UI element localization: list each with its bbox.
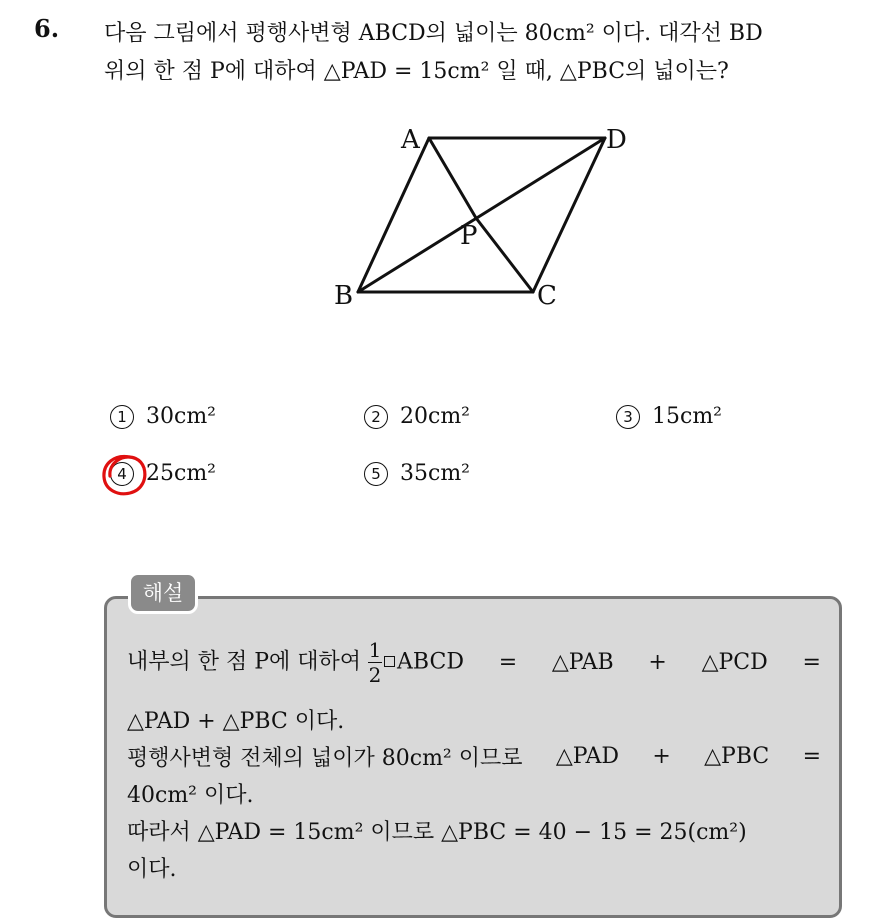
explanation-line-1 xyxy=(127,632,821,692)
plus-sign: + xyxy=(652,744,671,769)
choice-1[interactable] xyxy=(110,404,216,429)
explanation-tag: 해설 xyxy=(128,572,198,614)
term-abcd: ABCD xyxy=(397,649,464,674)
equals-sign: = xyxy=(802,744,821,769)
term-pad: △PAD xyxy=(555,744,620,769)
term-pbc: △PBC xyxy=(704,744,770,769)
choice-3[interactable] xyxy=(616,404,722,429)
term-pcd: △PCD xyxy=(701,649,768,675)
question-text-line-2: 위의 한 점 P에 대하여 △PAD = 15cm² 일 때, △PBC의 넓이는? xyxy=(104,59,729,84)
choice-3-text: 15cm² xyxy=(652,404,722,429)
explanation-line-6: 이다. xyxy=(127,857,177,882)
explanation-line-1-lead xyxy=(127,638,464,687)
equals-sign: = xyxy=(498,649,518,675)
fraction-numerator: 1 xyxy=(368,637,382,662)
question-text-line-1: 다음 그림에서 평행사변형 ABCD의 넓이는 80cm² 이다. 대각선 BD xyxy=(104,21,763,46)
choice-2[interactable] xyxy=(364,404,470,429)
explanation-line-3 xyxy=(127,741,821,772)
segment-ap xyxy=(429,138,476,218)
choice-1-number: 1 xyxy=(110,405,134,429)
question-number: 6. xyxy=(34,14,60,43)
fraction-one-half xyxy=(368,638,382,687)
choice-3-number: 3 xyxy=(616,405,640,429)
point-label-p: P xyxy=(460,221,478,251)
choice-1-text: 30cm² xyxy=(146,404,216,429)
point-label-b: B xyxy=(334,281,354,311)
plus-sign: + xyxy=(648,649,667,675)
choice-4[interactable] xyxy=(110,461,216,486)
choice-4-text: 25cm² xyxy=(146,461,216,486)
choice-2-text: 20cm² xyxy=(400,404,470,429)
parallelogram-figure xyxy=(330,120,640,315)
point-label-d: D xyxy=(606,125,627,155)
equals-sign: = xyxy=(802,649,821,675)
explanation-line-2: △PAD + △PBC 이다. xyxy=(127,709,345,734)
choice-5[interactable] xyxy=(364,461,470,486)
fraction-denominator: 2 xyxy=(368,662,382,687)
explanation-line-5: 따라서 △PAD = 15cm² 이므로 △PBC = 40 − 15 = 25(cm²) xyxy=(127,820,747,845)
explanation-line-4: 40cm² 이다. xyxy=(127,783,254,808)
choice-5-number: 5 xyxy=(364,462,388,486)
explanation-line-1-lead-text: 내부의 한 점 P에 대하여 xyxy=(127,649,362,674)
parallelogram-square-symbol xyxy=(384,656,395,667)
point-label-c: C xyxy=(537,281,557,311)
choice-5-text: 35cm² xyxy=(400,461,470,486)
choice-4-number: 4 xyxy=(110,462,134,486)
explanation-line-3-lead: 평행사변형 전체의 넓이가 80cm² 이므로 xyxy=(127,746,523,771)
segment-pc xyxy=(476,218,533,292)
choice-2-number: 2 xyxy=(364,405,388,429)
term-pab: △PAB xyxy=(551,649,614,675)
point-label-a: A xyxy=(401,125,420,155)
parallelogram-diagram xyxy=(330,120,640,315)
